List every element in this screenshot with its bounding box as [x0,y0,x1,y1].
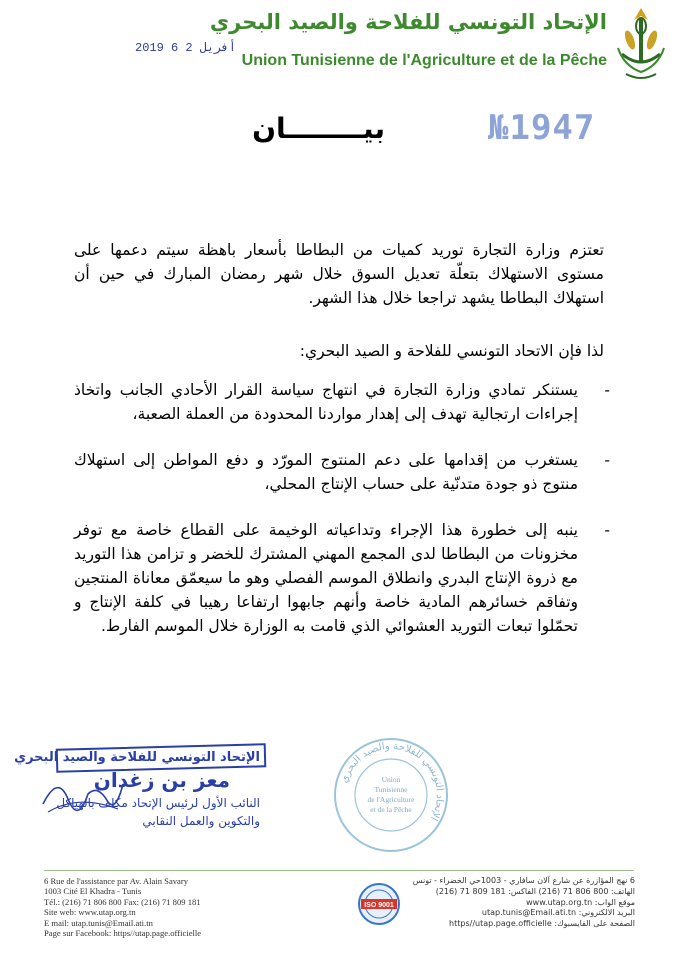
org-name-french: Union Tunisienne de l'Agriculture et de la Pêche [241,52,607,69]
statement-list [74,378,614,660]
number-sign: № [488,108,510,148]
official-round-stamp [332,736,450,854]
footer-address-arabic [405,876,635,930]
certification-badge [357,882,401,926]
stamp-center-line: de l'Agriculture [367,795,415,804]
footer-divider [44,870,634,871]
transition-paragraph: لذا فإن الاتحاد التونسي للفلاحة و الصيد البحري: [299,342,604,360]
footer-line: Page sur Facebook: https//utap.page.officielle [44,928,202,939]
org-name-arabic: الإتحاد التونسي للفلاحة والصيد البحري [209,10,607,34]
footer-line: البريد الالكتروني: utap.tunis@Email.ati.tn [481,908,635,918]
footer-line: 1003 Cité El Khadra - Tunis [44,886,142,897]
stamp-org-line: الإتحاد التونسي للفلاحة والصيد البحري [14,750,260,765]
intro-paragraph: تعتزم وزارة التجارة توريد كميات من البطاطا بأسعار باهظة سيتم دعمها على مستوى الاستهلاك بتعلّة تعديل السوق خلال شهر رمضان المبارك في حين أن استهلاك البطاطا يشهد تراجعا خلال هذا الشهر. [74,241,604,307]
footer-address-french [44,876,201,938]
signature-scribble [38,764,128,824]
footer-line: E mail: utap.tunis@Email.ati.tn [44,917,153,928]
document-title: بيــــــــان [252,112,385,145]
stamp-center-line: et de la Pêche [370,805,412,814]
iso-badge-icon [357,882,401,926]
document-number-stamp [488,108,595,148]
number-value: 1947 [509,108,596,148]
signatory-name: معز بن زغدان [93,768,230,792]
date-stamp: 2019 أفريل 2 6 [135,41,236,55]
list-item: - يستنكر تمادي وزارة التجارة في انتهاج سياسة القرار الأحادي الجانب واتخاذ إجراءات ارتجالية تهدف إلى إهدار مواردنا المحدودة من العملة الصعبة، [74,378,614,426]
round-stamp-graphic [332,736,450,854]
utap-logo [612,4,670,84]
footer-line: الصفحة على الفايسبوك: https//utap.page.officielle [449,919,635,929]
footer-line: 6 نهج المؤازرة عن شارع آلان سافاري - 1003حي الخضراء - تونس [412,876,635,885]
footer-line: الهاتف: 800 806 71 (216) الفاكس: 181 809 71 (216) [435,886,635,896]
stamp-center-line: Union [381,775,401,784]
footer-line: Site web: www.utap.org.tn [44,907,136,918]
list-item: - ينبه إلى خطورة هذا الإجراء وتداعياته الوخيمة على القطاع خاصة مع توفر مخزونات من البطاطا لدى المجمع المهني المشترك للخضر و تزامن هذا التوريد مع ذروة الإنتاج البدري وانطلاق الموسم الفصلي وهو ما سيعمّق معاناة المنتجين وتفاقم خسائرهم المادية خاصة وأنهم جابهوا ارتفاعا رهيبا في كلفة الإنتاج و تحمّلوا تبعات التوريد العشوائي الذي قامت به الوزارة خلال الموسم الفارط. [74,518,614,638]
list-item: - يستغرب من إقدامها على دعم المنتوج المورّد و دفع المواطن إلى استهلاك منتوج ذو جودة متدنّية على حساب الإنتاج المحلي، [74,448,614,496]
footer-line: موقع الواب: www.utap.org.tn [526,897,635,907]
signatory-title: النائب الأول لرئيس الإتحاد مكلف بالهياكل [56,796,260,810]
footer-line: 6 Rue de l'assistance par Av. Alain Savary [44,876,189,886]
stamp-center-line: Tunisienne [374,785,408,794]
stamp-ring-text: الإتحاد التونسي للفلاحة والصيد البحري [338,740,446,823]
footer-line: Tél.: (216) 71 806 800 Fax: (216) 71 809 181 [44,896,201,907]
badge-label: ISO 9001 [364,902,394,909]
signatory-title-cont: والتكوين والعمل النقابي [142,814,260,828]
signature-stamp [14,744,270,844]
